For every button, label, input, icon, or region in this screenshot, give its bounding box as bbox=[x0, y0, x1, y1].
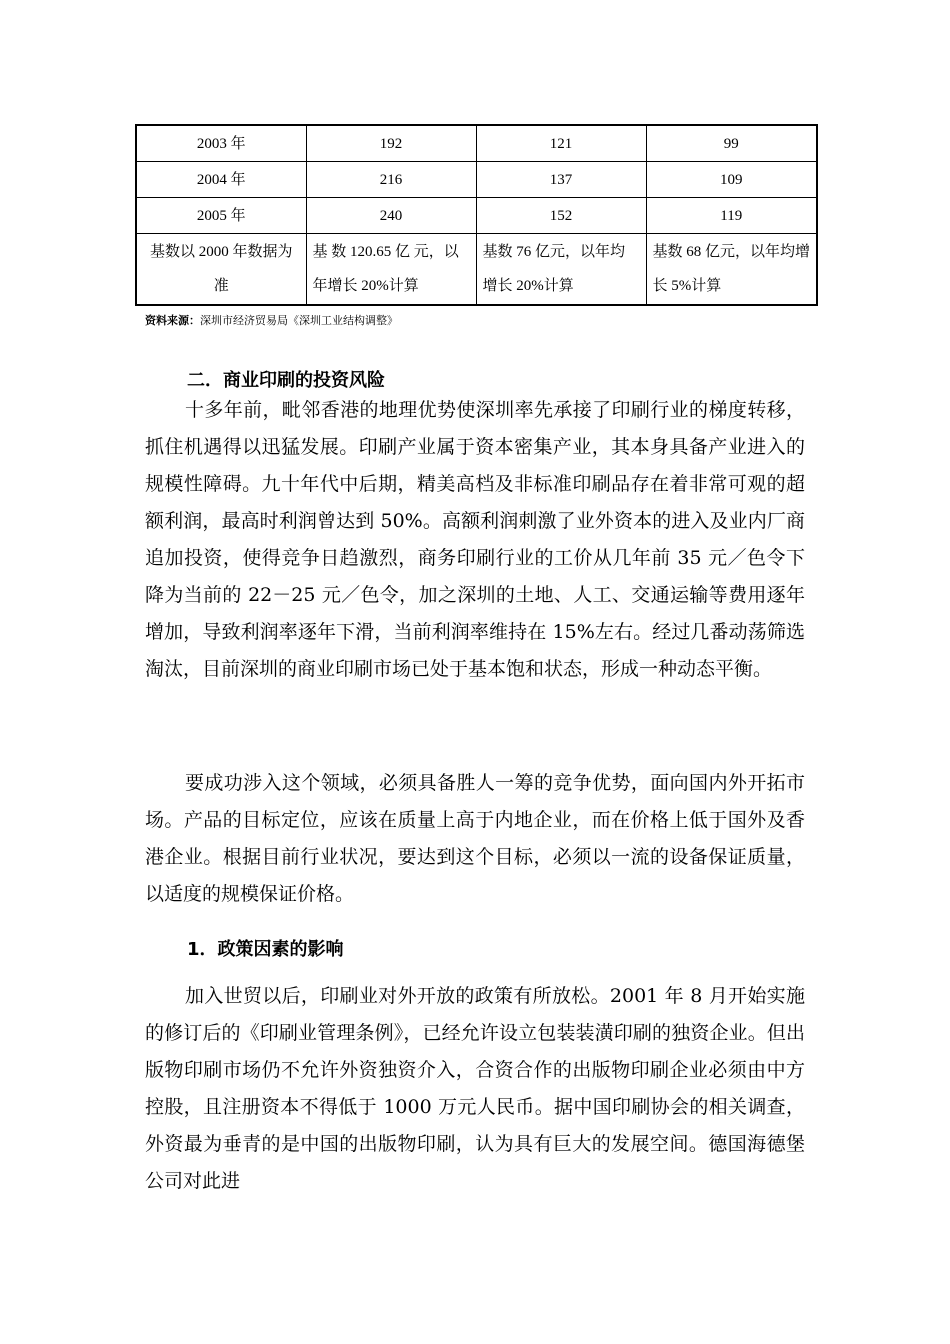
table-cell: 121 bbox=[476, 125, 646, 162]
source-label: 资料来源： bbox=[145, 314, 200, 327]
table-cell: 109 bbox=[646, 162, 817, 198]
table-row bbox=[136, 125, 817, 162]
table-cell: 152 bbox=[476, 198, 646, 234]
table-cell: 119 bbox=[646, 198, 817, 234]
table-note-basis: 基数 76 亿元，以年均增长 20%计算 bbox=[476, 234, 646, 306]
body-paragraph: 加入世贸以后，印刷业对外开放的政策有所放松。2001 年 8 月开始实施的修订后的《印刷业管理条例》，已经允许设立包装装潢印刷的独资企业。但出版物印刷市场仍不允许外资独资介入，合资合作的出版物印刷企业必须由中方控股，且注册资本不得低于 1000 万元人民币。据中国印刷协会的相关调查，外资最为垂青的是中国的出版物印刷，认为具有巨大的发展空间。德国海德堡公司对此进 bbox=[145, 985, 805, 1192]
table-note-basis: 基 数 120.65 亿 元，以年增长 20%计算 bbox=[306, 234, 476, 306]
table-row bbox=[136, 198, 817, 234]
data-table bbox=[135, 124, 818, 306]
table-note-label: 基数以 2000 年数据为准 bbox=[136, 234, 306, 306]
body-paragraph: 要成功涉入这个领域，必须具备胜人一筹的竞争优势，面向国内外开拓市场。产品的目标定位，应该在质量上高于内地企业，而在价格上低于国外及香港企业。根据目前行业状况，要达到这个目标，必须以一流的设备保证质量，以适度的规模保证价格。 bbox=[145, 772, 805, 905]
source-note bbox=[145, 312, 398, 328]
body-paragraph: 十多年前，毗邻香港的地理优势使深圳率先承接了印刷行业的梯度转移，抓住机遇得以迅猛发展。印刷产业属于资本密集产业，其本身具备产业进入的规模性障碍。九十年代中后期，精美高档及非标准印刷品存在着非常可观的超额利润，最高时利润曾达到 50%。高额利润刺激了业外资本的进入及业内厂商追加投资，使得竞争日趋激烈，商务印刷行业的工价从几年前 35 元／色令下降为当前的 22－25 元／色令，加之深圳的土地、人工、交通运输等费用逐年增加，导致利润率逐年下滑，当前利润率维持在 15%左右。经过几番动荡筛选淘汰，目前深圳的商业印刷市场已处于基本饱和状态，形成一种动态平衡。 bbox=[145, 399, 805, 680]
table-cell: 216 bbox=[306, 162, 476, 198]
table-cell-year: 2004 年 bbox=[136, 162, 306, 198]
source-text: 深圳市经济贸易局《深圳工业结构调整》 bbox=[200, 314, 398, 327]
table-note-basis: 基数 68 亿元，以年均增长 5%计算 bbox=[646, 234, 817, 306]
table-note-row bbox=[136, 234, 817, 306]
table-cell: 192 bbox=[306, 125, 476, 162]
table-cell-year: 2005 年 bbox=[136, 198, 306, 234]
table-row bbox=[136, 162, 817, 198]
section-heading: 二．商业印刷的投资风险 bbox=[187, 370, 385, 391]
sub-heading: 1．政策因素的影响 bbox=[187, 939, 344, 960]
table-cell-year: 2003 年 bbox=[136, 125, 306, 162]
table-cell: 137 bbox=[476, 162, 646, 198]
table-cell: 99 bbox=[646, 125, 817, 162]
table-cell: 240 bbox=[306, 198, 476, 234]
